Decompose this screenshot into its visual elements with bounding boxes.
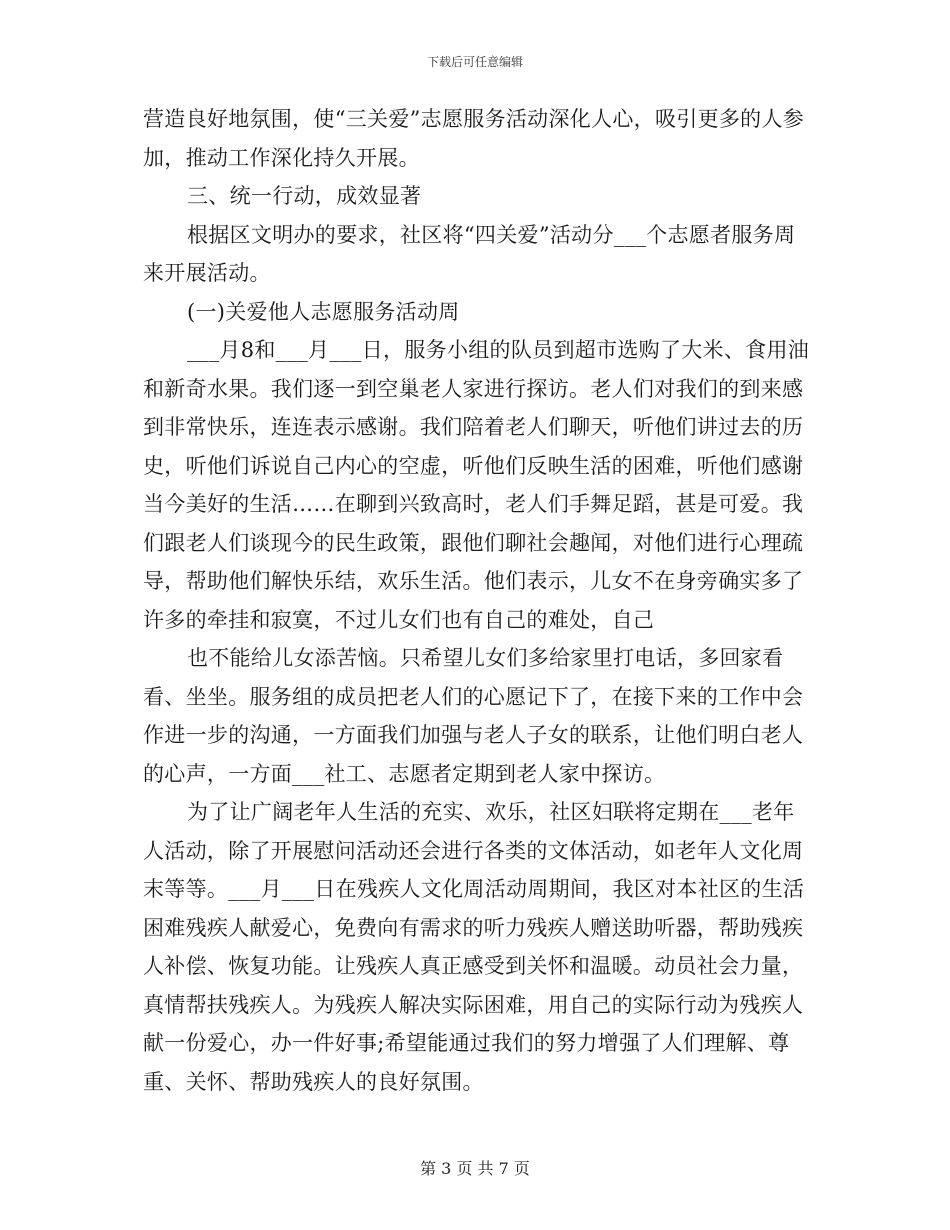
document-body xyxy=(143,100,811,1101)
page-footer-number: 第 3 页 共 7 页 xyxy=(420,1159,530,1178)
paragraph-2: 根据区文明办的要求，社区将“四关爱”活动分___个志愿者服务周来开展活动。 xyxy=(143,222,796,285)
paragraph-1: 营造良好地氛围，使“三关爱”志愿服务活动深化人心，吸引更多的人参加，推动工作深化持久开展。 xyxy=(143,107,805,170)
page-header-note: 下载后可任意编辑 xyxy=(426,55,523,69)
paragraph-3: ___月8和___月___日，服务小组的队员到超市选购了大米、食用油和新奇水果。我们逐一到空巢老人家进行探访。老人们对我们的到来感到非常快乐，连连表示感谢。我们陪着老人们聊天，听他们讲过去的历史，听他们诉说自己内心的空虚，听他们反映生活的困难，听他们感谢当今美好的生活……在聊到兴致高时，老人们手舞足蹈，甚是可爱。我们跟老人们谈现今的民生政策，跟他们聊社会趣闻，对他们进行心理疏导，帮助他们解快乐结，欢乐生活。他们表示，儿女不在身旁确实多了许多的牵挂和寂寞，不过儿女们也有自己的难处，自己 xyxy=(143,338,810,632)
paragraph-4: 也不能给儿女添苦恼。只希望儿女们多给家里打电话，多回家看看、坐坐。服务组的成员把老人们的心愿记下了，在接下来的工作中会作进一步的沟通，一方面我们加强与老人子女的联系，让他们明白老人的心声，一方面___社工、志愿者定期到老人家中探访。 xyxy=(143,646,804,786)
paragraph-5: 为了让广阔老年人生活的充实、欢乐，社区妇联将定期在___老年人活动，除了开展慰问活动还会进行各类的文体活动，如老年人文化周末等等。___月___日在残疾人文化周活动周期间，我区对本社区的生活困难残疾人献爱心，免费向有需求的听力残疾人赠送助听器，帮助残疾人补偿、恢复功能。让残疾人真正感受到关怀和温暖。动员社会力量，真情帮扶残疾人。为残疾人解决实际困难，用自己的实际行动为残疾人献一份爱心，办一件好事;希望能通过我们的努力增强了人们理解、尊重、关怀、帮助残疾人的良好氛围。 xyxy=(143,800,805,1094)
section-heading-3: 三、统一行动，成效显著 xyxy=(187,184,422,208)
subsection-heading-1: (一)关爱他人志愿服务活动周 xyxy=(187,299,460,324)
